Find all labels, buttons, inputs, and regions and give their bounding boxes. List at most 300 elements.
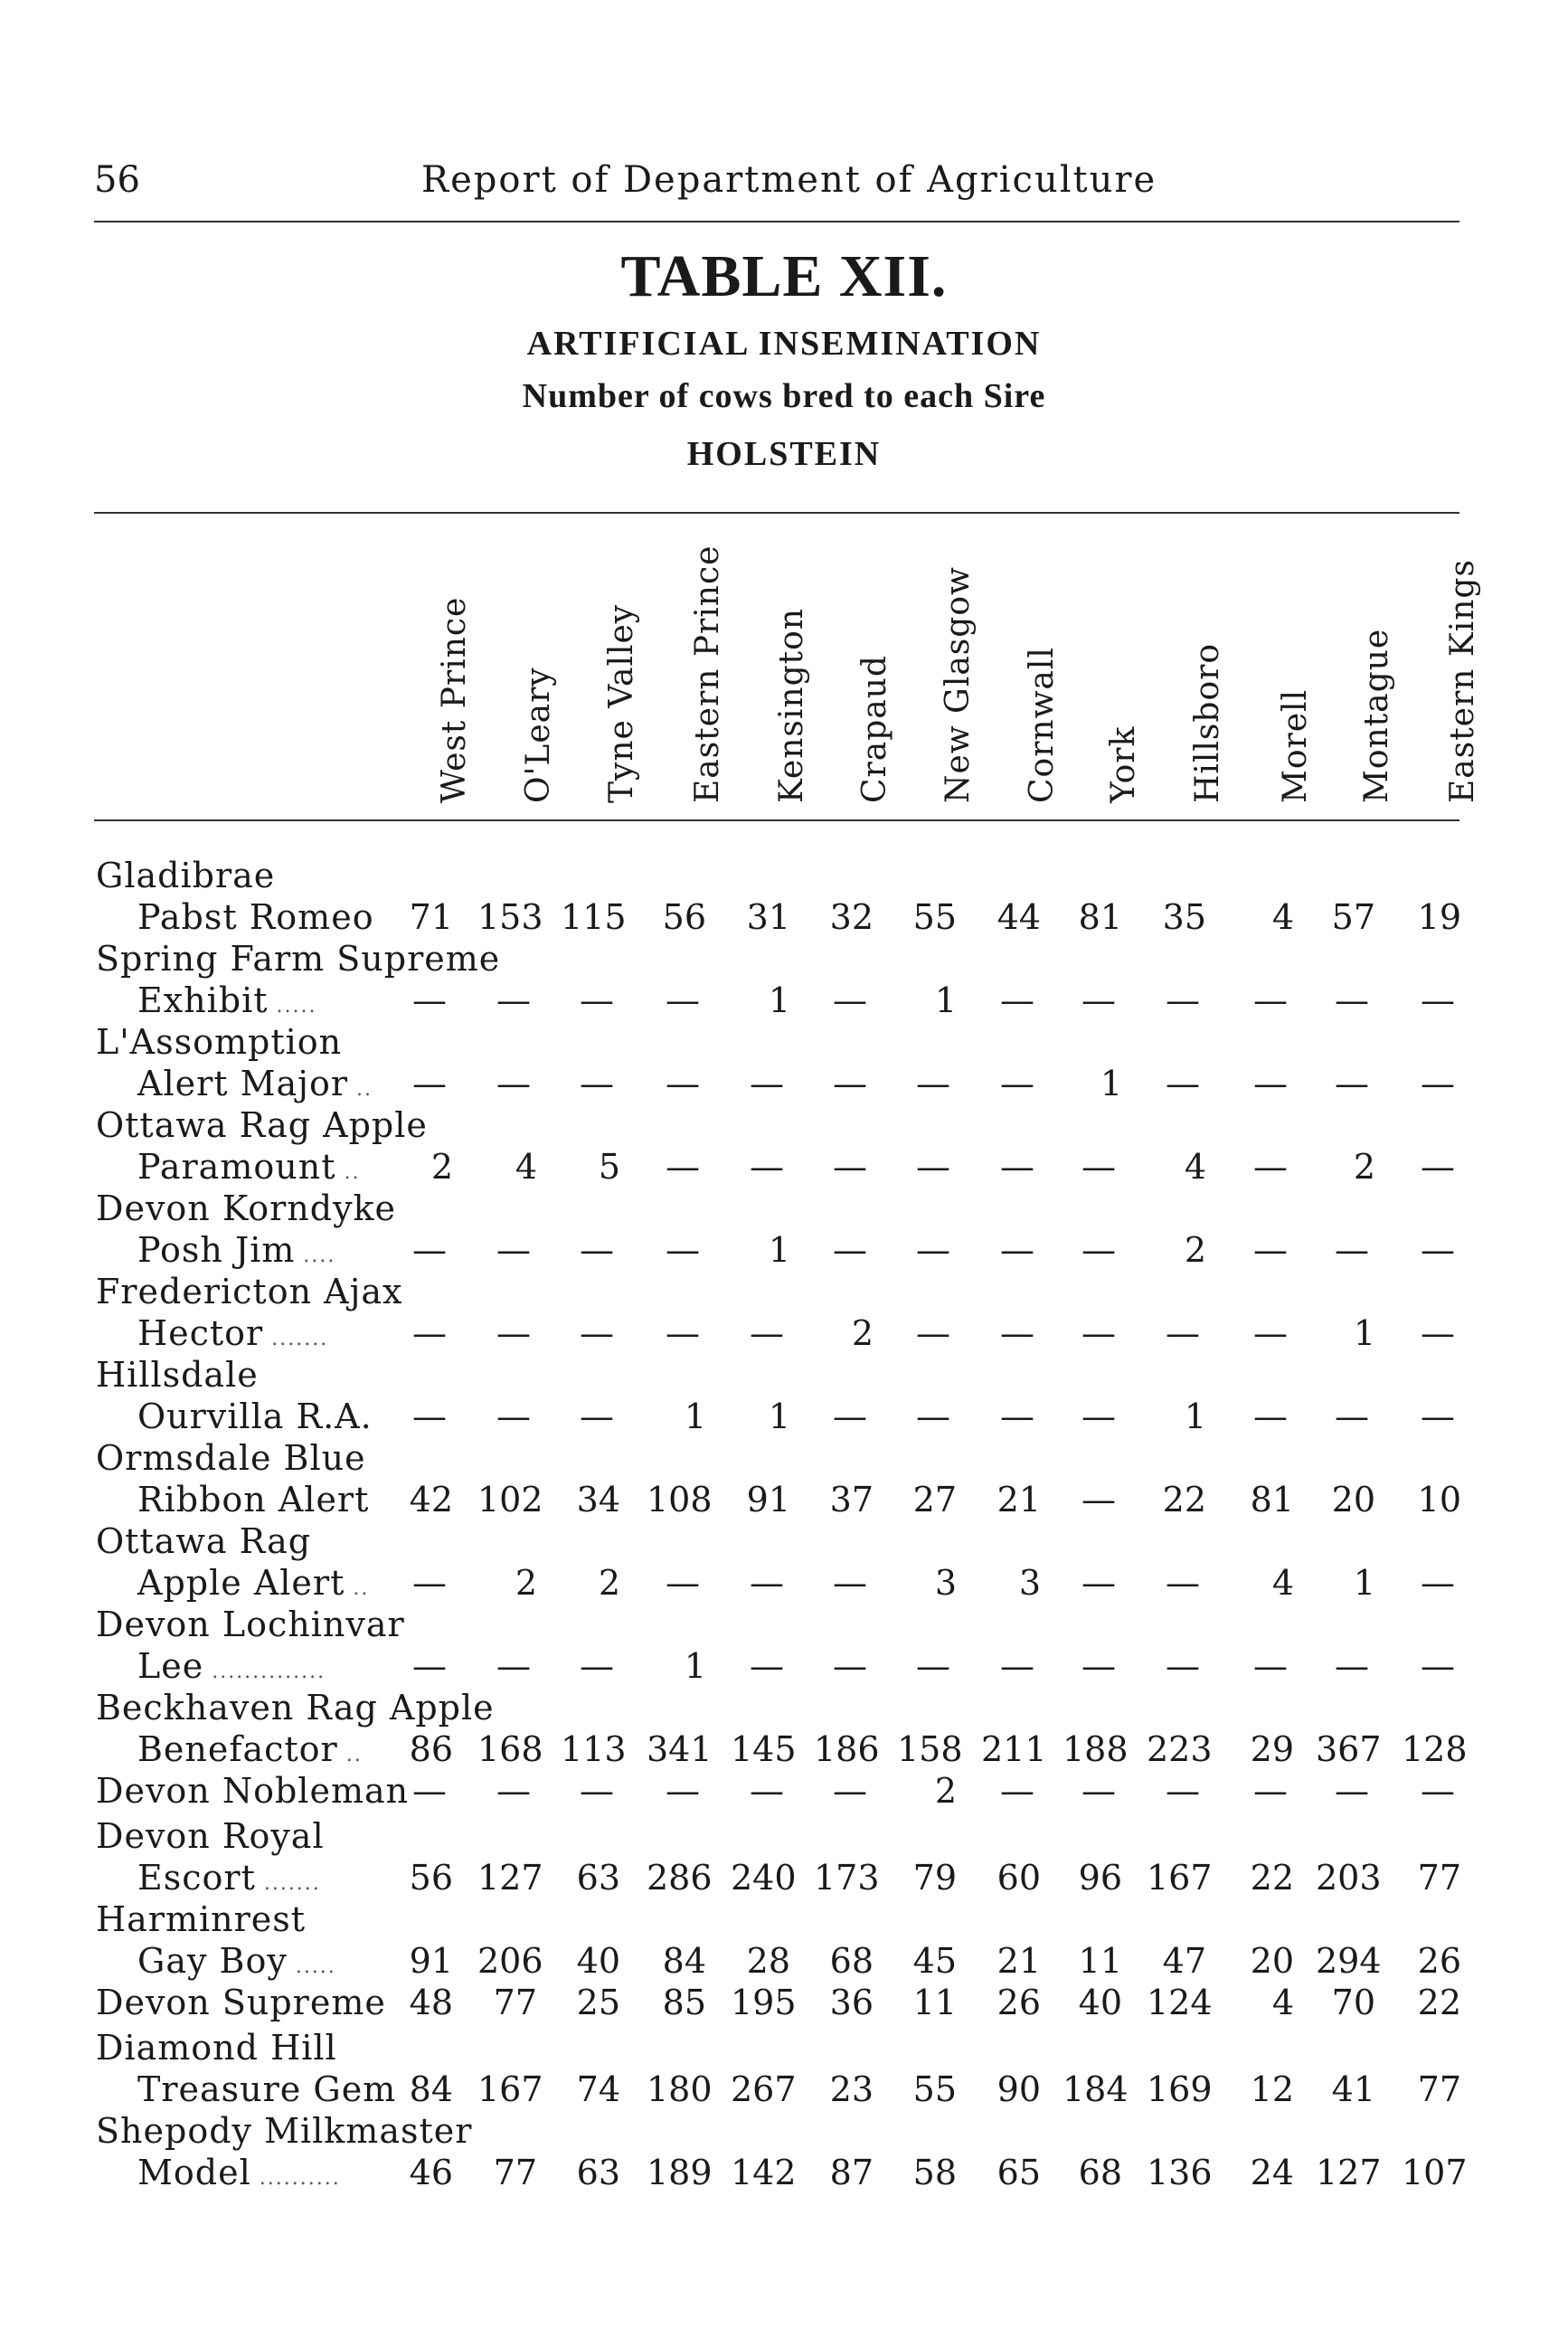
- cell-value: 2: [934, 1771, 957, 1811]
- cell-value: —: [1166, 980, 1200, 1020]
- breed-heading: HOLSTEIN: [686, 435, 882, 473]
- sire-name-line1: Beckhaven Rag Apple: [96, 1688, 495, 1728]
- cell-value: —: [916, 1313, 950, 1353]
- sire-name-text: Pabst Romeo: [137, 897, 374, 937]
- cell-value: —: [1000, 1064, 1034, 1103]
- cell-value: 1: [1353, 1313, 1375, 1353]
- cell-value: 20: [1331, 1480, 1375, 1520]
- cell-value: 23: [829, 2069, 874, 2109]
- cell-value: 211: [981, 1729, 1047, 1769]
- cell-value: 20: [1250, 1941, 1294, 1981]
- cell-value: —: [412, 1396, 447, 1436]
- leader-dots: ..............: [203, 1661, 326, 1683]
- cell-value: 108: [647, 1480, 713, 1520]
- cell-value: —: [580, 1771, 614, 1811]
- cell-value: 4: [1271, 1563, 1294, 1603]
- cell-value: 55: [912, 2069, 957, 2109]
- cell-value: —: [496, 1396, 531, 1436]
- sire-name-text: Posh Jim: [137, 1230, 296, 1270]
- cell-value: 153: [477, 897, 543, 937]
- sire-name-line1: Ormsdale Blue: [96, 1438, 366, 1478]
- cell-value: —: [750, 1771, 784, 1811]
- cell-value: —: [412, 1563, 447, 1603]
- sire-name-line2: [137, 1729, 363, 1769]
- cell-value: 203: [1316, 1858, 1382, 1898]
- header-rule: [94, 221, 1459, 222]
- leader-dots: ..: [345, 1577, 370, 1600]
- cell-value: 124: [1147, 1983, 1213, 2022]
- cell-value: 58: [912, 2153, 957, 2192]
- cell-value: —: [412, 1771, 447, 1811]
- column-header-label: O'Leary: [520, 667, 557, 803]
- cell-value: —: [1082, 1771, 1116, 1811]
- cell-value: —: [833, 1064, 867, 1103]
- cell-value: 128: [1402, 1729, 1468, 1769]
- sire-name-line2: [137, 1858, 321, 1898]
- cell-value: —: [496, 1064, 531, 1103]
- cell-value: —: [1082, 1480, 1116, 1520]
- cell-value: 46: [409, 2153, 453, 2192]
- cell-value: 142: [731, 2153, 797, 2192]
- cell-value: 1: [934, 980, 957, 1020]
- cell-value: —: [750, 1313, 784, 1353]
- column-header-label: Kensington: [773, 608, 810, 803]
- cell-value: 4: [515, 1147, 537, 1187]
- cell-value: 4: [1271, 1983, 1294, 2022]
- cell-value: 2: [1353, 1147, 1375, 1187]
- sire-name-line2: [137, 1646, 326, 1686]
- cell-value: —: [580, 1064, 614, 1103]
- cell-value: —: [1253, 980, 1288, 1020]
- cell-value: 57: [1331, 897, 1375, 937]
- cell-value: 24: [1250, 2153, 1294, 2192]
- cell-value: 10: [1417, 1480, 1461, 1520]
- cell-value: 167: [1147, 1858, 1213, 1898]
- cell-value: 35: [1162, 897, 1206, 937]
- cell-value: —: [496, 1230, 531, 1270]
- cell-value: —: [412, 1064, 447, 1103]
- cell-value: —: [496, 1646, 531, 1686]
- cell-value: 102: [477, 1480, 543, 1520]
- cell-value: —: [412, 980, 447, 1020]
- column-header-label: Eastern Prince: [689, 544, 726, 803]
- cell-value: —: [1000, 1147, 1034, 1187]
- cell-value: —: [496, 1313, 531, 1353]
- cell-value: —: [1000, 1396, 1034, 1436]
- cell-value: 26: [997, 1983, 1041, 2022]
- leader-dots: ..: [348, 1078, 373, 1101]
- cell-value: —: [833, 1230, 867, 1270]
- column-header-label: West Prince: [436, 596, 473, 803]
- cell-value: 84: [662, 1941, 706, 1981]
- cell-value: —: [1421, 1313, 1455, 1353]
- sire-name-line2: [137, 1396, 373, 1436]
- cell-value: 81: [1078, 897, 1122, 937]
- sire-name-line2: [137, 897, 374, 937]
- cell-value: —: [1253, 1230, 1288, 1270]
- cell-value: 77: [1417, 2069, 1461, 2109]
- cell-value: —: [1421, 1396, 1455, 1436]
- cell-value: —: [1166, 1064, 1200, 1103]
- table-number: TABLE XII.: [620, 243, 948, 309]
- cell-value: —: [1421, 1646, 1455, 1686]
- cell-value: 113: [561, 1729, 627, 1769]
- cell-value: —: [580, 1230, 614, 1270]
- cell-value: 84: [409, 2069, 453, 2109]
- sire-name-line2: [137, 1941, 336, 1981]
- cell-value: —: [1166, 1646, 1200, 1686]
- leader-dots: ....: [295, 1245, 336, 1267]
- cell-value: —: [666, 1313, 700, 1353]
- cell-value: 1: [684, 1396, 706, 1436]
- cell-value: 40: [576, 1941, 620, 1981]
- page-number: 56: [94, 159, 140, 201]
- leader-dots: .......: [255, 1872, 321, 1895]
- column-header-label: Eastern Kings: [1444, 559, 1481, 803]
- cell-value: 60: [997, 1858, 1041, 1898]
- cell-value: 25: [576, 1983, 620, 2022]
- sire-name-line1: Ottawa Rag: [96, 1521, 312, 1561]
- sire-name-line1: Spring Farm Supreme: [96, 939, 501, 979]
- running-title: Report of Department of Agriculture: [421, 159, 1157, 201]
- cell-value: —: [1335, 1771, 1369, 1811]
- cell-value: 107: [1402, 2153, 1468, 2192]
- leader-dots: ..........: [250, 2167, 341, 2190]
- cell-value: 68: [1078, 2153, 1122, 2192]
- cell-value: 48: [409, 1983, 453, 2022]
- sire-name-text: Treasure Gem: [137, 2069, 397, 2109]
- cell-value: 188: [1063, 1729, 1129, 1769]
- cell-value: —: [1166, 1771, 1200, 1811]
- column-header-label: New Glasgow: [940, 566, 977, 803]
- cell-value: 186: [814, 1729, 880, 1769]
- cell-value: 77: [493, 1983, 537, 2022]
- cell-value: —: [1000, 1313, 1034, 1353]
- cell-value: 71: [409, 897, 453, 937]
- sire-name-text: Lee: [137, 1646, 204, 1686]
- cell-value: 1: [768, 1396, 790, 1436]
- cell-value: —: [1421, 980, 1455, 1020]
- header-bottom-rule: [94, 819, 1459, 821]
- cell-value: —: [1082, 1313, 1116, 1353]
- cell-value: —: [1082, 1147, 1116, 1187]
- cell-value: —: [580, 1313, 614, 1353]
- sire-name-line2: [137, 2069, 396, 2109]
- cell-value: 189: [647, 2153, 713, 2192]
- cell-value: 27: [912, 1480, 957, 1520]
- table-subject: ARTIFICIAL INSEMINATION: [526, 325, 1042, 363]
- sire-name-line1: Devon Lochinvar: [96, 1605, 405, 1644]
- cell-value: 44: [997, 897, 1041, 937]
- sire-name-line1: Fredericton Ajax: [96, 1272, 403, 1311]
- sire-name-text: Ourvilla R.A.: [137, 1396, 373, 1436]
- cell-value: 286: [647, 1858, 713, 1898]
- sire-name-line2: [137, 980, 317, 1020]
- cell-value: 32: [829, 897, 874, 937]
- cell-value: —: [412, 1313, 447, 1353]
- cell-value: 91: [409, 1941, 453, 1981]
- sire-name-text: Paramount: [137, 1147, 336, 1187]
- cell-value: 40: [1078, 1983, 1122, 2022]
- cell-value: —: [1253, 1064, 1288, 1103]
- leader-dots: ..: [337, 1744, 363, 1766]
- cell-value: 1: [1100, 1064, 1122, 1103]
- cell-value: 2: [851, 1313, 874, 1353]
- cell-value: —: [1253, 1396, 1288, 1436]
- cell-value: —: [496, 980, 531, 1020]
- cell-value: 2: [1184, 1230, 1206, 1270]
- cell-value: 96: [1078, 1858, 1122, 1898]
- cell-value: 28: [746, 1941, 790, 1981]
- sire-name-line2: [137, 1147, 360, 1187]
- cell-value: —: [1253, 1147, 1288, 1187]
- cell-value: —: [833, 1147, 867, 1187]
- cell-value: —: [1082, 980, 1116, 1020]
- cell-value: —: [1335, 1230, 1369, 1270]
- cell-value: 87: [829, 2153, 874, 2192]
- cell-value: 169: [1147, 2069, 1213, 2109]
- cell-value: 168: [477, 1729, 543, 1769]
- cell-value: —: [1082, 1563, 1116, 1603]
- cell-value: —: [1335, 1646, 1369, 1686]
- table-subtitle: Number of cows bred to each Sire: [522, 377, 1046, 415]
- sire-name-text: Apple Alert: [137, 1563, 345, 1603]
- cell-value: —: [916, 1147, 950, 1187]
- cell-value: —: [750, 1064, 784, 1103]
- cell-value: 2: [430, 1147, 453, 1187]
- sire-name-line1: Hillsdale: [96, 1355, 259, 1395]
- sire-name-line2: [137, 1313, 328, 1353]
- cell-value: —: [750, 1646, 784, 1686]
- cell-value: 184: [1063, 2069, 1129, 2109]
- leader-dots: .....: [287, 1955, 336, 1978]
- column-header-label: Montague: [1358, 628, 1395, 803]
- cell-value: 240: [731, 1858, 797, 1898]
- cell-value: —: [1335, 980, 1369, 1020]
- sire-name-line1: Devon Korndyke: [96, 1188, 397, 1228]
- cell-value: 55: [912, 897, 957, 937]
- cell-value: 1: [1353, 1563, 1375, 1603]
- sire-name-text: Escort: [137, 1858, 256, 1898]
- sire-name-line1: Devon Royal: [96, 1816, 325, 1856]
- cell-value: —: [666, 1147, 700, 1187]
- cell-value: 1: [768, 1230, 790, 1270]
- sire-name-line1: Ottawa Rag Apple: [96, 1105, 428, 1145]
- cell-value: —: [496, 1771, 531, 1811]
- cell-value: 195: [731, 1983, 797, 2022]
- cell-value: —: [916, 1646, 950, 1686]
- sire-name-text: Ribbon Alert: [137, 1480, 370, 1520]
- cell-value: 47: [1162, 1941, 1206, 1981]
- cell-value: —: [1335, 1396, 1369, 1436]
- cell-value: 34: [576, 1480, 620, 1520]
- sire-name-text: Model: [137, 2153, 251, 2192]
- cell-value: 36: [829, 1983, 874, 2022]
- cell-value: —: [833, 980, 867, 1020]
- cell-value: 1: [1184, 1396, 1206, 1436]
- sire-name-line1: Harminrest: [96, 1899, 307, 1939]
- cell-value: 70: [1331, 1983, 1375, 2022]
- cell-value: —: [916, 1064, 950, 1103]
- cell-value: 68: [829, 1941, 874, 1981]
- cell-value: 3: [1018, 1563, 1041, 1603]
- table-top-rule: [94, 512, 1459, 514]
- cell-value: —: [916, 1396, 950, 1436]
- cell-value: —: [1000, 1230, 1034, 1270]
- cell-value: 29: [1250, 1729, 1294, 1769]
- cell-value: 2: [515, 1563, 537, 1603]
- cell-value: 22: [1162, 1480, 1206, 1520]
- cell-value: —: [1253, 1771, 1288, 1811]
- cell-value: 367: [1316, 1729, 1382, 1769]
- sire-name-line2: [137, 1480, 369, 1520]
- cell-value: 19: [1417, 897, 1461, 937]
- cell-value: 145: [731, 1729, 797, 1769]
- cell-value: 85: [662, 1983, 706, 2022]
- cell-value: 12: [1250, 2069, 1294, 2109]
- sire-name-text: Exhibit: [137, 980, 269, 1020]
- cell-value: —: [916, 1230, 950, 1270]
- cell-value: —: [1421, 1064, 1455, 1103]
- cell-value: —: [1082, 1230, 1116, 1270]
- column-header-label: Crapaud: [856, 655, 893, 803]
- cell-value: 115: [561, 897, 627, 937]
- cell-value: —: [1421, 1563, 1455, 1603]
- cell-value: 11: [1078, 1941, 1122, 1981]
- sire-name-text: Hector: [137, 1313, 264, 1353]
- cell-value: 31: [746, 897, 790, 937]
- cell-value: —: [1421, 1147, 1455, 1187]
- cell-value: 173: [814, 1858, 880, 1898]
- cell-value: —: [750, 1147, 784, 1187]
- cell-value: —: [1421, 1771, 1455, 1811]
- cell-value: 136: [1147, 2153, 1213, 2192]
- leader-dots: ..: [335, 1161, 361, 1184]
- cell-value: 77: [493, 2153, 537, 2192]
- cell-value: —: [412, 1230, 447, 1270]
- leader-dots: .......: [263, 1328, 329, 1350]
- sire-name-text: Benefactor: [137, 1729, 338, 1769]
- cell-value: —: [580, 1396, 614, 1436]
- cell-value: —: [833, 1563, 867, 1603]
- cell-value: 158: [897, 1729, 963, 1769]
- cell-value: —: [666, 1230, 700, 1270]
- cell-value: —: [580, 1646, 614, 1686]
- cell-value: 127: [1316, 2153, 1382, 2192]
- cell-value: 180: [647, 2069, 713, 2109]
- cell-value: 21: [997, 1941, 1041, 1981]
- sire-name-line2: [137, 1230, 335, 1270]
- cell-value: —: [1082, 1396, 1116, 1436]
- cell-value: 74: [576, 2069, 620, 2109]
- cell-value: 167: [477, 2069, 543, 2109]
- cell-value: 45: [912, 1941, 957, 1981]
- cell-value: 4: [1184, 1147, 1206, 1187]
- cell-value: 65: [997, 2153, 1041, 2192]
- cell-value: 223: [1147, 1729, 1213, 1769]
- cell-value: —: [666, 1563, 700, 1603]
- cell-value: —: [1253, 1313, 1288, 1353]
- cell-value: —: [1166, 1563, 1200, 1603]
- column-header-label: Tyne Valley: [603, 603, 640, 803]
- cell-value: —: [1253, 1646, 1288, 1686]
- page-header: [94, 159, 1459, 213]
- cell-value: 11: [912, 1983, 957, 2022]
- sire-name: Devon Supreme: [96, 1983, 386, 2022]
- cell-value: 206: [477, 1941, 543, 1981]
- cell-value: —: [750, 1563, 784, 1603]
- cell-value: —: [1421, 1230, 1455, 1270]
- cell-value: 341: [647, 1729, 713, 1769]
- sire-name-line2: [137, 1064, 373, 1103]
- cell-value: —: [1000, 1771, 1034, 1811]
- cell-value: 1: [768, 980, 790, 1020]
- cell-value: 26: [1417, 1941, 1461, 1981]
- cell-value: 22: [1250, 1858, 1294, 1898]
- cell-value: 22: [1417, 1983, 1461, 2022]
- cell-value: 267: [731, 2069, 797, 2109]
- cell-value: 4: [1271, 897, 1294, 937]
- cell-value: 1: [684, 1646, 706, 1686]
- cell-value: 21: [997, 1480, 1041, 1520]
- cell-value: 42: [409, 1480, 453, 1520]
- cell-value: 41: [1331, 2069, 1375, 2109]
- sire-name-line2: [137, 2153, 341, 2192]
- cell-value: —: [666, 1771, 700, 1811]
- sire-name-line1: Gladibrae: [96, 856, 276, 895]
- cell-value: 63: [576, 1858, 620, 1898]
- cell-value: —: [580, 980, 614, 1020]
- cell-value: —: [412, 1646, 447, 1686]
- sire-name-line2: [137, 1563, 369, 1603]
- cell-value: —: [833, 1771, 867, 1811]
- sire-name-line1: Shepody Milkmaster: [96, 2111, 473, 2151]
- cell-value: —: [833, 1646, 867, 1686]
- cell-value: 56: [409, 1858, 453, 1898]
- column-header-label: Hillsboro: [1189, 642, 1226, 803]
- cell-value: 77: [1417, 1858, 1461, 1898]
- column-header-label: Cornwall: [1024, 647, 1061, 803]
- sire-name: Devon Nobleman: [96, 1771, 410, 1811]
- cell-value: —: [1082, 1646, 1116, 1686]
- cell-value: —: [833, 1396, 867, 1436]
- cell-value: —: [666, 1064, 700, 1103]
- cell-value: 90: [997, 2069, 1041, 2109]
- cell-value: 294: [1316, 1941, 1382, 1981]
- column-header-label: York: [1105, 725, 1142, 803]
- cell-value: 127: [477, 1858, 543, 1898]
- cell-value: 37: [829, 1480, 874, 1520]
- cell-value: —: [1000, 1646, 1034, 1686]
- cell-value: —: [1000, 980, 1034, 1020]
- leader-dots: .....: [268, 995, 317, 1018]
- cell-value: 2: [598, 1563, 620, 1603]
- cell-value: 63: [576, 2153, 620, 2192]
- cell-value: 91: [746, 1480, 790, 1520]
- cell-value: 3: [934, 1563, 957, 1603]
- sire-name-text: Gay Boy: [137, 1941, 288, 1981]
- cell-value: 86: [409, 1729, 453, 1769]
- sire-name-line1: L'Assomption: [96, 1022, 343, 1062]
- cell-value: 81: [1250, 1480, 1294, 1520]
- cell-value: —: [1166, 1313, 1200, 1353]
- sire-name-text: Alert Major: [137, 1064, 348, 1103]
- cell-value: —: [1335, 1064, 1369, 1103]
- sire-name-line1: Diamond Hill: [96, 2028, 337, 2068]
- cell-value: —: [666, 980, 700, 1020]
- cell-value: 56: [662, 897, 706, 937]
- column-header-label: Morell: [1277, 688, 1314, 803]
